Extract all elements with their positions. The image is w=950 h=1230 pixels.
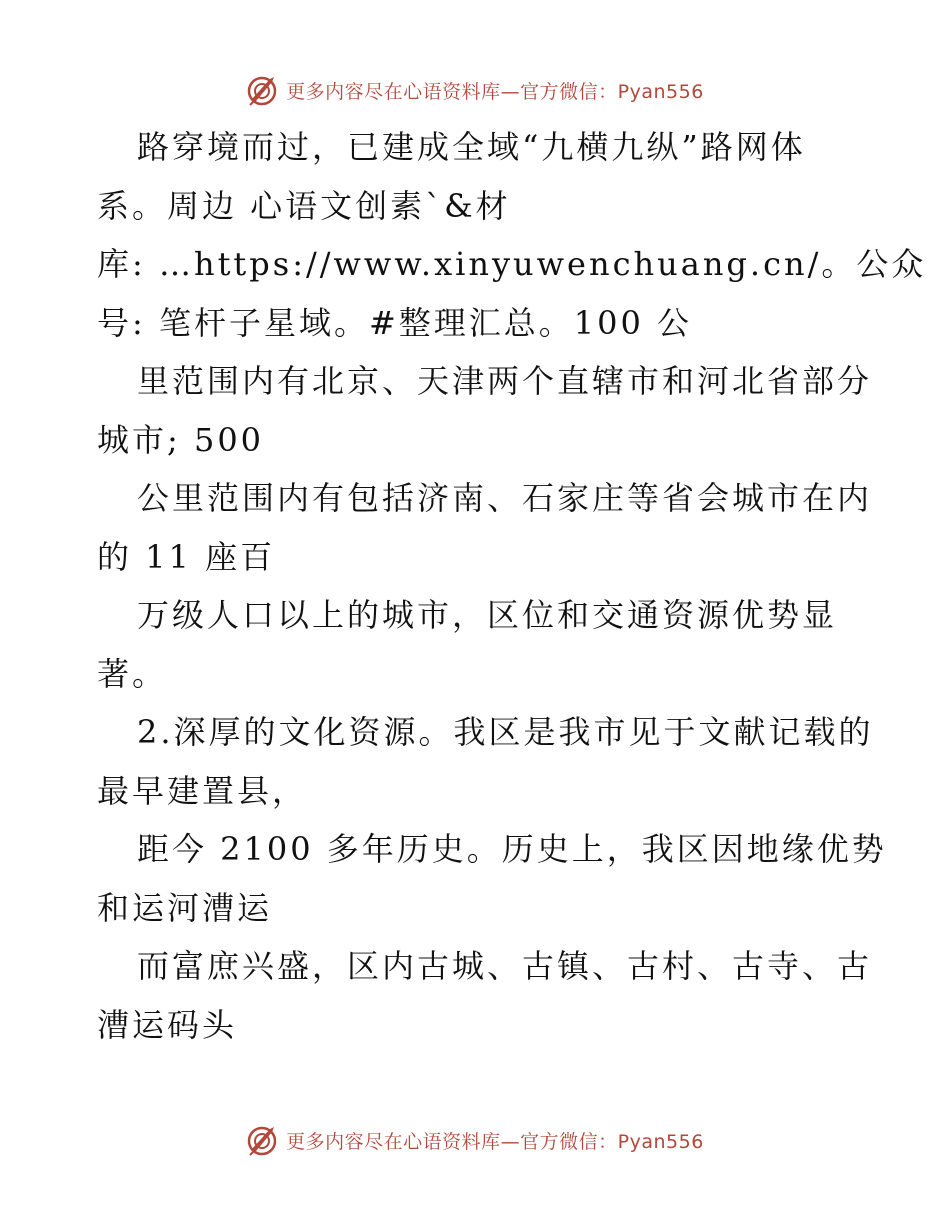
header-banner-text: 更多内容尽在心语资料库—官方微信：Pyan556: [286, 80, 704, 103]
paragraph-line: 路穿境而过，已建成全域“九横九纵”路网体: [137, 128, 806, 166]
paragraph-line: 里范围内有北京、天津两个直辖市和河北省部分: [137, 362, 873, 400]
document-body: [97, 118, 927, 1054]
paragraph-line: 而富庶兴盛，区内古城、古镇、古村、古寺、古: [137, 947, 873, 985]
paragraph-line: 公里范围内有包括济南、石家庄等省会城市在内: [137, 479, 873, 517]
paragraph-line: 距今 2100 多年历史。历史上，我区因地缘优势: [137, 830, 887, 868]
quill-seal-icon: [246, 1123, 280, 1157]
footer-banner-text: 更多内容尽在心语资料库—官方微信：Pyan556: [286, 1130, 704, 1153]
paragraph-line: 的 11 座百: [97, 537, 276, 576]
paragraph-line: 著。: [97, 654, 168, 693]
paragraph-line: 最早建置县，: [97, 771, 308, 810]
paragraph-line: 库: …https://www.xinyuwenchuang.cn/。公众: [97, 245, 927, 283]
header-banner: [0, 70, 950, 110]
paragraph-line: 漕运码头: [97, 1005, 238, 1044]
paragraph-line: 城市; 500: [97, 420, 265, 459]
paragraph-line: 和运河漕运: [97, 888, 273, 927]
footer-banner: [0, 1120, 950, 1160]
paragraph-line: 号: 笔杆子星域。#整理汇总。100 公: [97, 303, 693, 342]
quill-seal-icon: [246, 73, 280, 107]
paragraph-line: 系。周边 心语文创素`&材: [97, 186, 511, 225]
paragraph-line: 万级人口以上的城市，区位和交通资源优势显: [137, 596, 838, 634]
paragraph-line: 2.深厚的文化资源。我区是我市见于文献记载的: [137, 713, 874, 751]
